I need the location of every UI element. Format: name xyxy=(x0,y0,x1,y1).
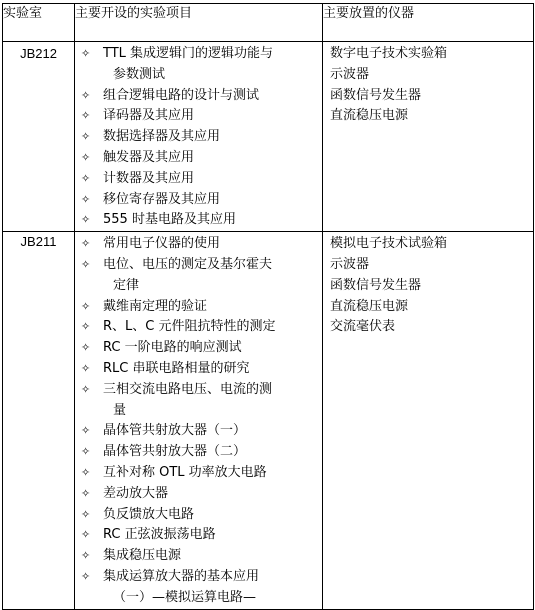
experiment-item xyxy=(79,148,322,169)
experiment-text: 555 时基电路及其应用 xyxy=(103,212,236,228)
experiment-item xyxy=(79,255,322,297)
experiment-text: 组合逻辑电路的设计与测试 xyxy=(103,87,260,103)
diamond-bullet-icon: ✧ xyxy=(81,507,91,521)
experiment-text: 集成稳压电源 xyxy=(103,548,182,564)
experiment-item xyxy=(79,442,322,463)
experiment-item xyxy=(79,169,322,190)
lab-table xyxy=(2,3,534,610)
diamond-bullet-icon: ✧ xyxy=(81,424,91,438)
experiment-text: 三相交流电路电压、电流的测 xyxy=(103,381,273,397)
experiment-text: 量 xyxy=(113,402,127,418)
experiment-item xyxy=(79,86,322,107)
diamond-bullet-icon: ✧ xyxy=(81,213,91,227)
diamond-bullet-icon: ✧ xyxy=(81,445,91,459)
table-row xyxy=(3,232,534,609)
instrument-item: 函数信号发生器 xyxy=(330,87,422,103)
experiment-text: 互补对称 OTL 功率放大电路 xyxy=(103,464,267,480)
instruments-cell xyxy=(323,232,534,609)
experiment-text: 常用电子仪器的使用 xyxy=(103,236,221,252)
instrument-item: 示波器 xyxy=(330,256,370,272)
diamond-bullet-icon: ✧ xyxy=(81,341,91,355)
instrument-list xyxy=(323,44,533,127)
diamond-bullet-icon: ✧ xyxy=(81,486,91,500)
experiment-text: 差动放大器 xyxy=(103,485,169,501)
experiment-text: 计数器及其应用 xyxy=(103,170,195,186)
experiment-item xyxy=(79,525,322,546)
experiments-cell xyxy=(75,232,323,609)
experiment-text: RLC 串联电路相量的研究 xyxy=(103,360,250,376)
experiment-item xyxy=(79,505,322,526)
experiment-list xyxy=(75,44,322,231)
instrument-item: 函数信号发生器 xyxy=(330,277,422,293)
experiment-item xyxy=(79,359,322,380)
experiment-text: 移位寄存器及其应用 xyxy=(103,191,221,207)
experiments-cell xyxy=(75,42,323,232)
experiment-item xyxy=(79,127,322,148)
experiment-item xyxy=(79,44,322,86)
experiment-item xyxy=(79,106,322,127)
experiment-text: 触发器及其应用 xyxy=(103,149,195,165)
diamond-bullet-icon: ✧ xyxy=(81,528,91,542)
experiment-item xyxy=(79,421,322,442)
instrument-item: 直流稳压电源 xyxy=(330,298,409,314)
experiment-text: RC 正弦波振荡电路 xyxy=(103,527,216,543)
experiment-item xyxy=(79,567,322,609)
instrument-item: 示波器 xyxy=(330,66,370,82)
experiment-item xyxy=(79,463,322,484)
diamond-bullet-icon: ✧ xyxy=(81,237,91,251)
experiment-text: R、L、C 元件阻抗特性的测定 xyxy=(103,319,276,335)
diamond-bullet-icon: ✧ xyxy=(81,361,91,375)
diamond-bullet-icon: ✧ xyxy=(81,465,91,479)
experiment-text: 定律 xyxy=(113,277,140,293)
diamond-bullet-icon: ✧ xyxy=(81,150,91,164)
instrument-list xyxy=(323,234,533,338)
diamond-bullet-icon: ✧ xyxy=(81,171,91,185)
room-cell: JB212 xyxy=(3,42,75,232)
experiment-text: 晶体管共射放大器（二） xyxy=(103,444,247,460)
diamond-bullet-icon: ✧ xyxy=(81,192,91,206)
experiment-item xyxy=(79,484,322,505)
header-instruments: 主要放置的仪器 xyxy=(323,4,534,42)
experiment-text: 参数测试 xyxy=(113,66,166,82)
table-row xyxy=(3,42,534,232)
experiment-item xyxy=(79,317,322,338)
instrument-item: 数字电子技术实验箱 xyxy=(330,46,448,61)
diamond-bullet-icon: ✧ xyxy=(81,47,91,60)
instrument-item: 直流稳压电源 xyxy=(330,108,409,124)
instrument-item: 交流毫伏表 xyxy=(330,319,396,335)
header-row xyxy=(3,4,534,42)
diamond-bullet-icon: ✧ xyxy=(81,320,91,334)
experiment-item xyxy=(79,338,322,359)
experiment-item xyxy=(79,210,322,231)
diamond-bullet-icon: ✧ xyxy=(81,549,91,563)
experiment-text: RC 一阶电路的响应测试 xyxy=(103,340,242,356)
diamond-bullet-icon: ✧ xyxy=(81,109,91,123)
room-cell: JB211 xyxy=(3,232,75,609)
experiment-text: 数据选择器及其应用 xyxy=(103,129,221,145)
experiment-text: 集成运算放大器的基本应用 xyxy=(103,568,260,584)
experiment-list xyxy=(75,234,322,608)
diamond-bullet-icon: ✧ xyxy=(81,130,91,144)
diamond-bullet-icon: ✧ xyxy=(81,257,91,271)
experiment-item xyxy=(79,546,322,567)
experiment-item xyxy=(79,234,322,255)
experiment-item xyxy=(79,380,322,422)
instruments-cell xyxy=(323,42,534,232)
header-experiments: 主要开设的实验项目 xyxy=(75,4,323,42)
experiment-text: 负反馈放大电路 xyxy=(103,506,195,522)
experiment-text: TTL 集成逻辑门的逻辑功能与 xyxy=(103,46,274,61)
experiment-item xyxy=(79,190,322,211)
experiment-text: 晶体管共射放大器（一） xyxy=(103,423,247,439)
instrument-item: 模拟电子技术试验箱 xyxy=(330,236,448,252)
diamond-bullet-icon: ✧ xyxy=(81,88,91,102)
diamond-bullet-icon: ✧ xyxy=(81,569,91,583)
header-room: 实验室 xyxy=(3,4,75,42)
experiment-item xyxy=(79,297,322,318)
experiment-text: 电位、电压的测定及基尔霍夫 xyxy=(103,256,273,272)
experiment-text: 戴维南定理的验证 xyxy=(103,298,208,314)
diamond-bullet-icon: ✧ xyxy=(81,299,91,313)
experiment-text: 译码器及其应用 xyxy=(103,108,195,124)
diamond-bullet-icon: ✧ xyxy=(81,382,91,396)
experiment-text: （一）—模拟运算电路— xyxy=(113,589,257,605)
